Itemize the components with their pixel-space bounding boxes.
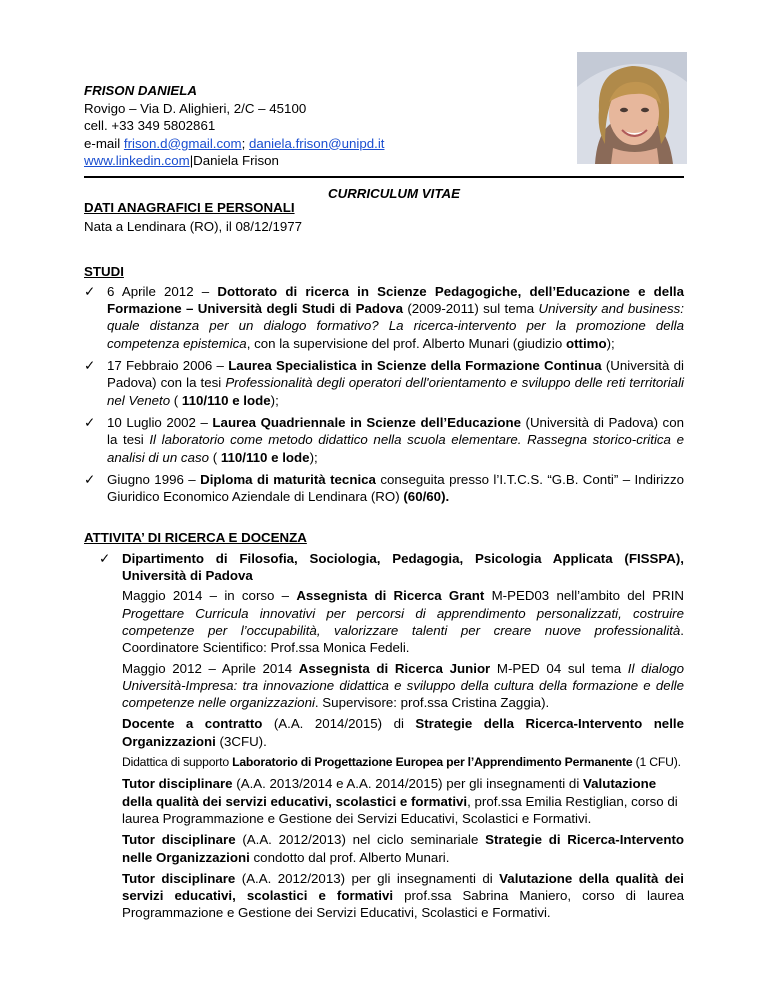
study-date: 6 Aprile 2012 – (107, 283, 218, 299)
email-label: e-mail (84, 135, 124, 151)
study-item (84, 357, 684, 409)
entry-course: Valutazione della qualità dei servizi educativi, scolastici e formativi (122, 870, 684, 904)
entry-text: (A.A. 2012/2013) per gli insegnamenti di (235, 870, 500, 886)
study-thesis: Professionalità degli operatori dell'orientamento e sviluppo delle reti territoriali nel Veneto (107, 375, 684, 408)
research-entry (122, 870, 684, 922)
cv-body (84, 199, 684, 922)
linkedin-line (84, 152, 544, 170)
entry-role: Tutor disciplinare (122, 832, 236, 848)
research-entry (122, 715, 684, 750)
study-degree: Dottorato di ricerca in Scienze Pedagogiche, dell’Educazione e della Formazione – Università degli Studi di Padova (107, 283, 684, 317)
research-entry (122, 754, 684, 771)
research-entry (122, 587, 684, 656)
entry-text: prof.ssa Sabrina Maniero, corso di laurea Programmazione e Gestione dei Servizi Educativi, Scolastici e Formativi. (122, 888, 684, 921)
study-text: (Università di Padova) con la tesi (107, 414, 684, 448)
study-date: Giugno 1996 – (107, 471, 201, 487)
entry-role: Tutor disciplinare (122, 870, 236, 886)
entry-project: Il dialogo Università-Impresa: tra innovazione didattica e sviluppo della cultura della formazione e delle competenze nelle organizzazioni (122, 660, 684, 711)
contact-block (84, 82, 544, 170)
linkedin-separator: | (189, 153, 194, 168)
checkmark-icon: ✓ (84, 283, 96, 299)
entry-text: (A.A. 2012/2013) nel ciclo seminariale (235, 832, 486, 848)
email-line (84, 135, 544, 153)
study-grade: (60/60). (403, 489, 450, 505)
email-link-1[interactable]: frison.d@gmail.com (123, 135, 242, 151)
department-name: Dipartimento di Filosofia, Sociologia, Pedagogia, Psicologia Applicata (FISSPA), Università di Padova (122, 550, 684, 584)
study-grade: 110/110 e lode (181, 392, 271, 408)
research-section (84, 529, 684, 921)
person-name: FRISON DANIELA (84, 83, 198, 98)
entry-text: (A.A. 2013/2014 e A.A. 2014/2015) per gli insegnamenti di (232, 776, 583, 792)
entry-course: Strategie di Ricerca-Intervento nelle Organizzazioni (122, 832, 685, 865)
entry-text: , prof.ssa Emilia Restiglian, corso di laurea Programmazione e Gestione dei Servizi Educativi, Scolastici e Formativi. (122, 793, 678, 826)
study-degree: Laurea Quadriennale in Scienze dell’Educazione (212, 414, 521, 430)
address: Rovigo – Via D. Alighieri, 2/C – 45100 (84, 100, 307, 116)
entry-role: Docente a contratto (122, 716, 263, 732)
study-item (84, 471, 684, 506)
checkmark-icon: ✓ (99, 550, 111, 566)
portrait-illustration (577, 52, 687, 164)
study-date: 10 Luglio 2002 – (107, 414, 213, 430)
study-item (84, 414, 684, 466)
linkedin-link[interactable]: www.linkedin.com (84, 153, 190, 168)
study-item (84, 283, 684, 352)
entry-course: Strategie della Ricerca-Intervento nelle Organizzazioni (122, 716, 684, 749)
entry-course: Laboratorio di Progettazione Europea per l’Apprendimento Permanente (232, 755, 633, 770)
profile-photo (577, 52, 687, 164)
research-entry (122, 775, 684, 827)
entry-text: M-PED 04 sul tema (490, 660, 628, 676)
study-thesis: University and business: quale distanza per un dialogo formativo? La ricerca-intervento per la promozione della competenza epistemica (107, 301, 685, 351)
entry-role: Tutor disciplinare (122, 776, 233, 792)
study-degree: Diploma di maturità tecnica (200, 471, 376, 487)
entry-project: Progettare Curricula innovativi per percorsi di apprendimento personalizzati, costruire competenze per l’occupabilità, valorizzare talenti per creare nuove professionalità (122, 605, 684, 638)
email-separator: ; (241, 135, 249, 151)
study-text: ); (270, 392, 279, 408)
study-text: , con la supervisione del prof. Alberto Munari (giudizio (246, 335, 566, 351)
study-text: conseguita presso l’I.T.C.S. “G.B. Conti” – Indirizzo Giuridico Economico Aziendale di Lendinara (RO) (107, 471, 685, 505)
study-grade: ottimo (566, 335, 607, 351)
birth-info: Nata a Lendinara (RO), il 08/12/1977 (84, 219, 303, 235)
study-grade: 110/110 e lode (220, 449, 310, 465)
entry-text: . Coordinatore Scientifico: Prof.ssa Monica Fedeli. (122, 622, 684, 656)
entry-role: Assegnista di Ricerca Junior (298, 660, 491, 676)
study-text: ); (606, 335, 615, 351)
entry-text: M-PED03 nell’ambito del PRIN (484, 588, 685, 604)
study-text: ( (170, 392, 182, 408)
checkmark-icon: ✓ (84, 471, 96, 487)
study-text: (Università di Padova) con la tesi (107, 358, 685, 391)
studies-title: STUDI (84, 263, 124, 279)
checkmark-icon: ✓ (84, 414, 96, 430)
entry-course: Valutazione della qualità dei servizi educativi, scolastici e formativi (122, 776, 657, 809)
email-link-2[interactable]: daniela.frison@unipd.it (249, 135, 385, 151)
entry-text: (3CFU). (215, 733, 267, 749)
entry-text: condotto dal prof. Alberto Munari. (249, 849, 450, 865)
cv-title: CURRICULUM VITAE (328, 186, 460, 201)
department-item (84, 550, 684, 585)
header-divider (84, 176, 684, 178)
study-degree: Laurea Specialistica in Scienze della Formazione Continua (228, 358, 602, 374)
study-date: 17 Febbraio 2006 – (107, 358, 229, 374)
research-title: ATTIVITA’ DI RICERCA E DOCENZA (84, 530, 307, 546)
entry-role: Didattica di supporto (122, 755, 233, 770)
studies-section (84, 263, 684, 506)
research-entry (122, 660, 684, 712)
entry-text: (1 CFU). (632, 755, 681, 770)
checkmark-icon: ✓ (84, 358, 96, 374)
study-text: ); (309, 449, 318, 465)
personal-section (84, 199, 684, 236)
entry-text: (A.A. 2014/2015) di (262, 716, 416, 732)
personal-title: DATI ANAGRAFICI E PERSONALI (84, 200, 295, 215)
research-entry (122, 831, 684, 866)
study-text: (2009-2011) sul tema (402, 301, 539, 317)
entry-date: Maggio 2014 – in corso – (122, 588, 297, 604)
entry-date: Maggio 2012 – Aprile 2014 (122, 660, 299, 676)
entry-role: Assegnista di Ricerca Grant (296, 588, 485, 604)
phone: cell. +33 349 5802861 (84, 118, 216, 133)
entry-text: . Supervisore: prof.ssa Cristina Zaggia). (314, 695, 550, 711)
study-text: ( (209, 449, 221, 465)
study-thesis: Il laboratorio come metodo didattico nella scuola elementare. Rassegna storico-critica e analisi di un caso (107, 432, 684, 465)
linkedin-name: Daniela Frison (193, 153, 279, 168)
